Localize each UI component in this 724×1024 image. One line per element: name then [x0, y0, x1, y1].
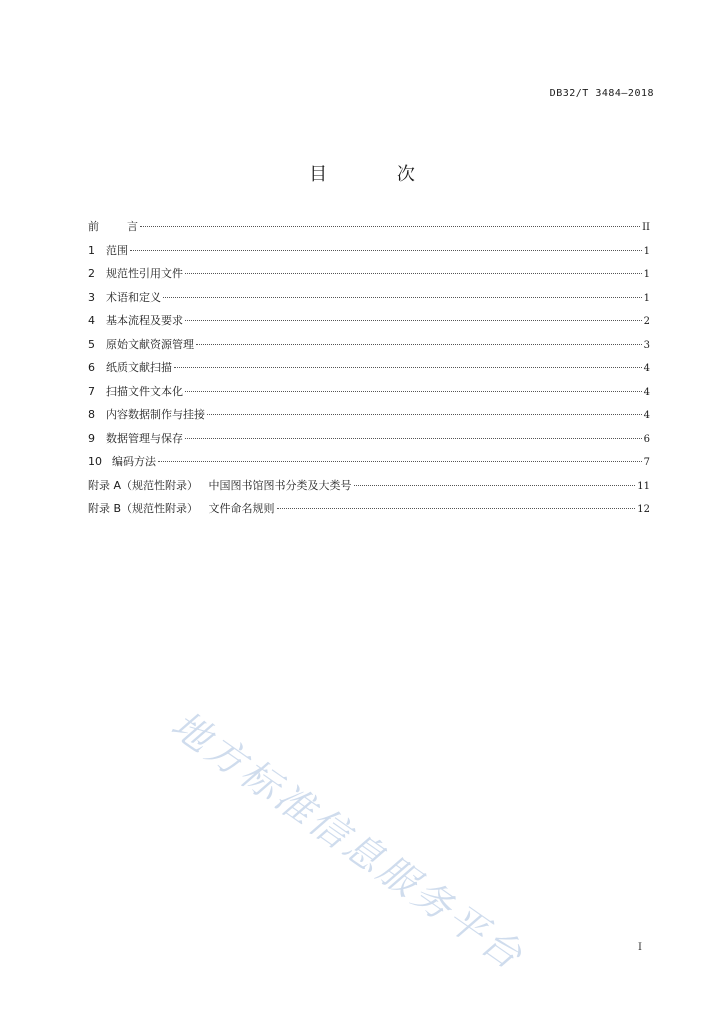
table-of-contents [88, 218, 650, 524]
toc-entry-number: 1 [88, 243, 95, 257]
toc-entry-label: 术语和定义 [106, 290, 161, 304]
toc-entry-number: 4 [88, 314, 95, 327]
toc-leader-dots [140, 226, 640, 227]
toc-entry-page: 1 [643, 292, 650, 304]
toc-entry-number: 7 [88, 384, 95, 398]
toc-entry-label: 前 言 [88, 220, 138, 233]
toc-entry-page: 4 [643, 410, 650, 421]
toc-entry-appendix-b[interactable] [88, 500, 650, 524]
toc-entry-page: 4 [643, 386, 650, 398]
toc-leader-dots [174, 367, 642, 368]
toc-entry-10[interactable] [88, 453, 650, 477]
toc-entry-label: 原始文献资源管理 [106, 337, 194, 351]
page-number: I [638, 942, 642, 953]
toc-leader-dots [185, 320, 642, 321]
toc-entry-label: 编码方法 [112, 455, 156, 468]
toc-entry-2[interactable] [88, 265, 650, 289]
toc-leader-dots [185, 273, 642, 274]
toc-entry-page: 3 [643, 339, 650, 351]
toc-entry-number: 10 [88, 455, 102, 468]
toc-entry-page: 7 [643, 457, 650, 468]
toc-entry-5[interactable] [88, 336, 650, 360]
toc-leader-dots [207, 414, 642, 415]
toc-entry-9[interactable] [88, 430, 650, 454]
toc-entry-label: 附录 B（规范性附录） 文件命名规则 [88, 502, 275, 515]
toc-entry-number: 9 [88, 431, 95, 445]
standard-code: DB32/T 3484—2018 [549, 88, 654, 99]
toc-entry-6[interactable] [88, 359, 650, 383]
toc-entry-number: 5 [88, 337, 95, 351]
toc-entry-label: 数据管理与保存 [106, 431, 183, 445]
toc-leader-dots [277, 508, 636, 509]
toc-entry-page: 4 [643, 363, 650, 374]
toc-entry-label: 基本流程及要求 [106, 314, 183, 327]
toc-entry-page: 12 [637, 504, 650, 515]
toc-entry-number: 6 [88, 361, 95, 374]
toc-entry-appendix-a[interactable] [88, 477, 650, 501]
toc-entry-page: 11 [637, 480, 650, 492]
toc-title: 目 次 [309, 164, 447, 185]
toc-leader-dots [130, 250, 642, 251]
toc-entry-label: 内容数据制作与挂接 [106, 408, 205, 421]
toc-entry-foreword[interactable] [88, 218, 650, 242]
toc-entry-4[interactable] [88, 312, 650, 336]
toc-entry-number: 8 [88, 408, 95, 421]
toc-leader-dots [354, 485, 636, 486]
toc-entry-page: 1 [643, 245, 650, 257]
toc-entry-label: 纸质文献扫描 [106, 361, 172, 374]
toc-leader-dots [196, 344, 642, 345]
toc-entry-7[interactable] [88, 383, 650, 407]
toc-entry-number: 2 [88, 267, 95, 280]
toc-entry-3[interactable] [88, 289, 650, 313]
toc-leader-dots [163, 297, 642, 298]
toc-entry-number: 3 [88, 290, 95, 304]
toc-leader-dots [185, 391, 642, 392]
toc-leader-dots [158, 461, 642, 462]
toc-entry-page: 6 [643, 433, 650, 445]
toc-entry-label: 扫描文件文本化 [106, 384, 183, 398]
toc-entry-label: 附录 A（规范性附录） 中国图书馆图书分类及大类号 [88, 478, 352, 492]
toc-entry-page: 1 [643, 269, 650, 280]
toc-entry-8[interactable] [88, 406, 650, 430]
toc-leader-dots [185, 438, 642, 439]
toc-entry-1[interactable] [88, 242, 650, 266]
watermark-text: 地方标准信息服务平台 [163, 702, 533, 980]
toc-entry-label: 规范性引用文件 [106, 267, 183, 280]
toc-entry-page: 2 [643, 316, 650, 327]
toc-entry-page: II [642, 222, 650, 233]
toc-entry-label: 范围 [106, 243, 128, 257]
